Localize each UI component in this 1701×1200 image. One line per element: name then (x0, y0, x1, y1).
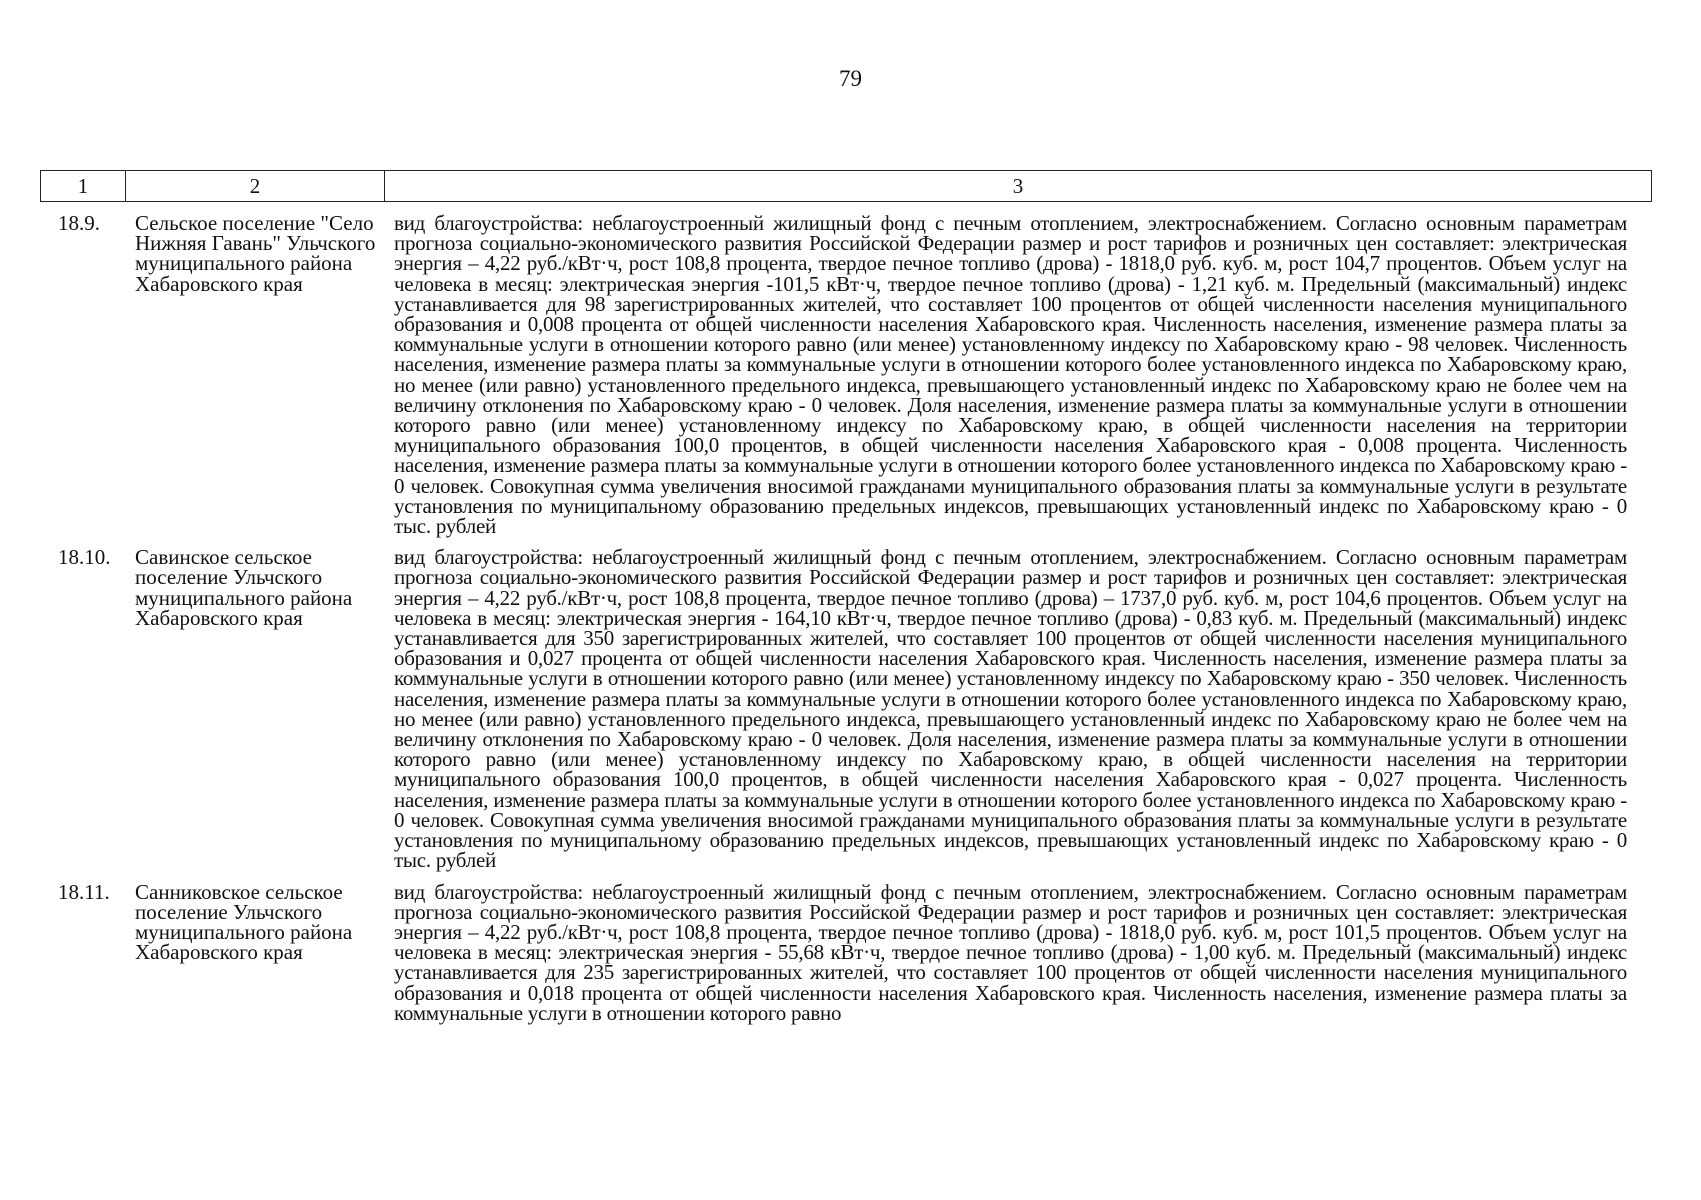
row-description: вид благоустройства: неблагоустроенный жилищный фонд с печным отоплением, электроснабжением. Согласно основным параметрам прогноза социально-экономического развития Российской Федерации размер и рост тарифов и розничных цен составляет: электрическая энергия – 4,22 руб./кВт·ч, рост 108,8 процента, твердое печное топливо (дрова) – 1737,0 руб. куб. м, рост 104,6 процентов. Объем услуг на человека в месяц: электрическая энергия - 164,10 кВт·ч, твердое печное топливо (дрова) - 0,83 куб. м. Предельный (максимальный) индекс устанавливается для 350 зарегистрированных жителей, что составляет 100 процентов от общей численности населения муниципального образования и 0,027 процента от общей численности населения Хабаровского края. Численность населения, изменение размера платы за коммунальные услуги в отношении которого равно (или менее) установленному индексу по Хабаровскому краю - 350 человек. Численность населения, изменение размера платы за коммунальные услуги в отношении которого более установленного индекса по Хабаровскому краю, но менее (или равно) установленного предельного индекса, превышающего установленный индекс по Хабаровскому краю не более чем на величину отклонения по Хабаровскому краю - 0 человек. Доля населения, изменение размера платы за коммунальные услуги в отношении которого равно (или менее) установленному индексу по Хабаровскому краю, в общей численности населения на территории муниципального образования 100,0 процентов, в общей численности населения Хабаровского края - 0,027 процента. Численность населения, изменение размера платы за коммунальные услуги в отношении которого более установленного индекса по Хабаровскому краю - 0 человек. Совокупная сумма увеличения вносимой гражданами муниципального образования платы за коммунальные услуги в результате установления по муниципальному образованию предельных индексов, превышающих установленный индекс по Хабаровскому краю - 0 тыс. рублей (394, 545, 1627, 873)
table-body (40, 213, 1652, 1034)
row-settlement-name: Сельское поселение "Село Нижняя Гавань" Ульчского муниципального района Хабаровского края (135, 211, 376, 296)
row-description: вид благоустройства: неблагоустроенный жилищный фонд с печным отоплением, электроснабжением. Согласно основным параметрам прогноза социально-экономического развития Российской Федерации размер и рост тарифов и розничных цен составляет: электрическая энергия – 4,22 руб./кВт·ч, рост 108,8 процента, твердое печное топливо (дрова) - 1818,0 руб. куб. м, рост 104,7 процентов. Объем услуг на человека в месяц: электрическая энергия -101,5 кВт·ч, твердое печное топливо (дрова) - 1,21 куб. м. Предельный (максимальный) индекс устанавливается для 98 зарегистрированных жителей, что составляет 100 процентов от общей численности населения муниципального образования и 0,008 процента от общей численности населения Хабаровского края. Численность населения, изменение размера платы за коммунальные услуги в отношении которого равно (или менее) установленному индексу по Хабаровскому краю - 98 человек. Численность населения, изменение размера платы за коммунальные услуги в отношении которого более установленного индекса по Хабаровскому краю, но менее (или равно) установленного предельного индекса, превышающего установленный индекс по Хабаровскому краю не более чем на величину отклонения по Хабаровскому краю - 0 человек. Доля населения, изменение размера платы за коммунальные услуги в отношении которого равно (или менее) установленному индексу по Хабаровскому краю, в общей численности населения на территории муниципального образования 100,0 процентов, в общей численности населения Хабаровского края - 0,008 процента. Численность населения, изменение размера платы за коммунальные услуги в отношении которого более установленного индекса по Хабаровскому краю - 0 человек. Совокупная сумма увеличения вносимой гражданами муниципального образования платы за коммунальные услуги в результате установления по муниципальному образованию предельных индексов, превышающих установленный индекс по Хабаровскому краю - 0 тыс. рублей (394, 211, 1627, 539)
row-number: 18.10. (58, 545, 111, 570)
table-row (40, 545, 1652, 873)
row-number: 18.11. (58, 879, 110, 904)
header-col-2: 2 (126, 171, 385, 201)
row-settlement-name: Санниковское сельское поселение Ульчского муниципального района Хабаровского края (135, 879, 353, 965)
row-number: 18.9. (58, 211, 100, 235)
table-row (40, 211, 1652, 539)
header-col-3: 3 (1012, 173, 1024, 198)
table-row (40, 879, 1652, 1025)
page-number: 79 (839, 66, 862, 91)
table-header (40, 170, 1652, 202)
row-settlement-name: Савинское сельское поселение Ульчского муниципального района Хабаровского края (135, 545, 353, 630)
row-description: вид благоустройства: неблагоустроенный жилищный фонд с печным отоплением, электроснабжением. Согласно основным параметрам прогноза социально-экономического развития Российской Федерации размер и рост тарифов и розничных цен составляет: электрическая энергия – 4,22 руб./кВт·ч, рост 108,8 процента, твердое печное топливо (дрова) - 1818,0 руб. куб. м, рост 101,5 процентов. Объем услуг на человека в месяц: электрическая энергия - 55,68 кВт·ч, твердое печное топливо (дрова) - 1,00 куб. м. Предельный (максимальный) индекс устанавливается для 235 зарегистрированных жителей, что составляет 100 процентов от общей численности населения муниципального образования и 0,018 процента от общей численности населения Хабаровского края. Численность населения, изменение размера платы за коммунальные услуги в отношении которого равно (394, 879, 1627, 1025)
header-col-1: 1 (41, 171, 126, 201)
